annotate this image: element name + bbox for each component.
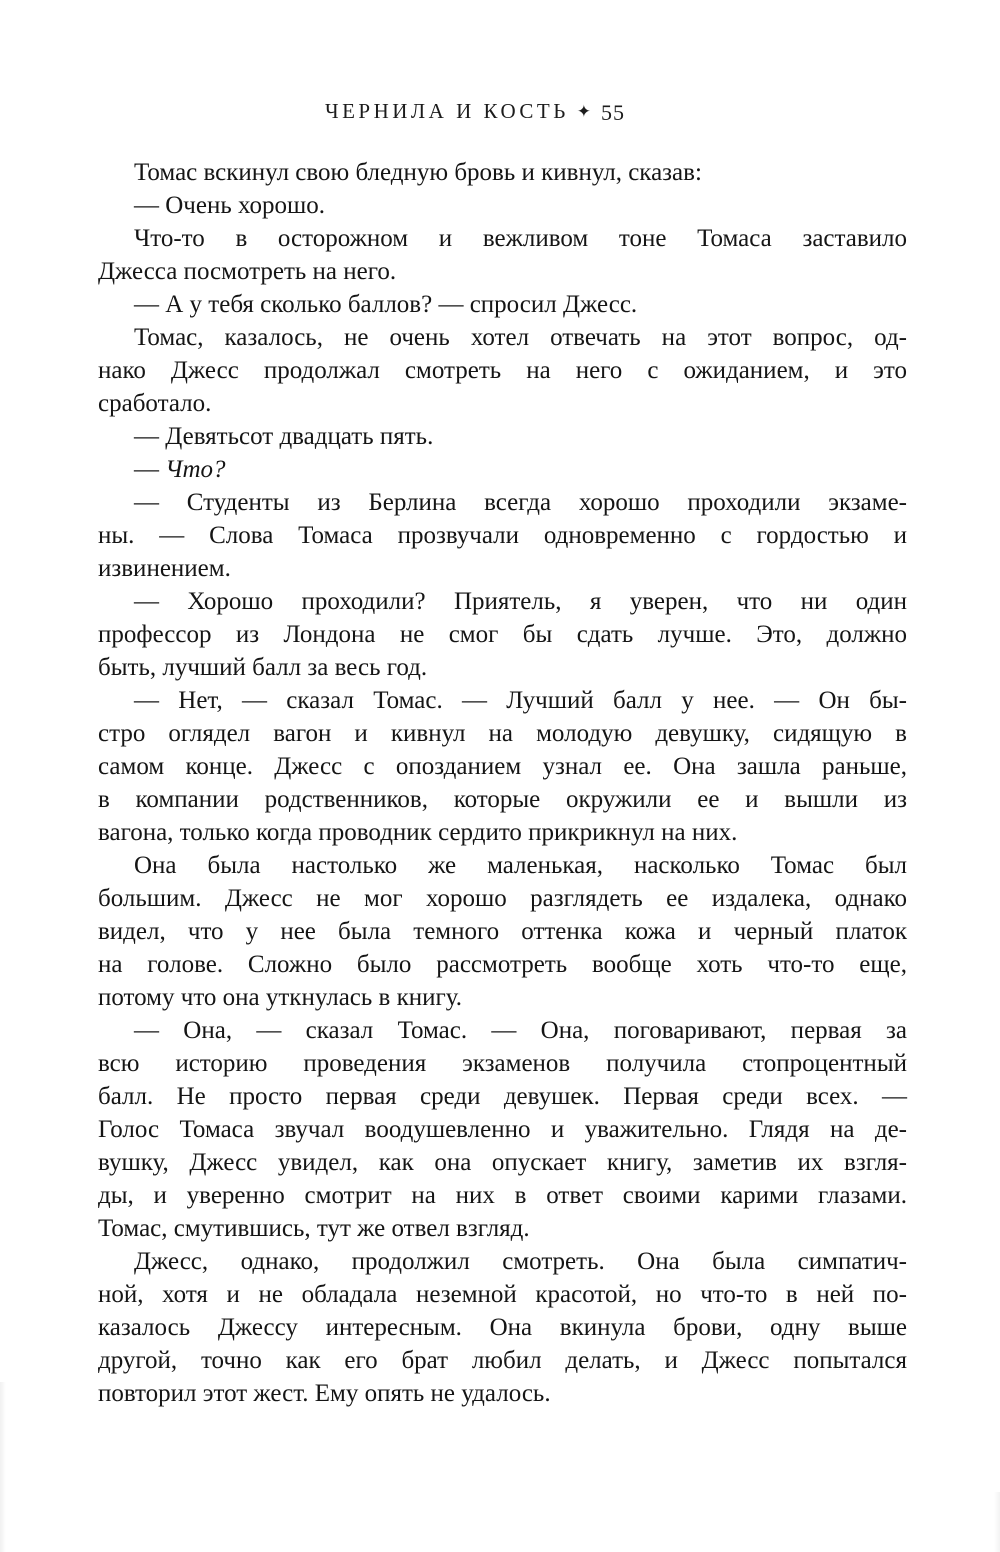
text-line: Томас, казалось, не очень хотел отвечать на этот вопрос, од-: [134, 324, 907, 351]
paragraph: [98, 1014, 907, 1245]
text-line: быть, лучший балл за весь год.: [98, 654, 428, 681]
paragraph: [98, 420, 907, 453]
paragraph: [98, 288, 907, 321]
text-line: ны. — Слова Томаса прозвучали одновременно с гордостью и: [98, 522, 907, 549]
text-line: — Нет, — сказал Томас. — Лучший балл у нее. — Он бы-: [134, 687, 907, 714]
dialogue-dash: —: [134, 456, 166, 483]
paragraph: [98, 849, 907, 1014]
text-line: профессор из Лондона не смог бы сдать лучше. Это, должно: [98, 621, 907, 648]
text-line: стро оглядел вагон и кивнул на молодую девушку, сидящую в: [98, 720, 907, 747]
scan-edge-shadow-right: [994, 1492, 1000, 1552]
text-line: всю историю проведения экзаменов получила стопроцентный: [98, 1050, 907, 1077]
diamond-separator-icon: ✦: [576, 102, 592, 121]
text-line: другой, точно как его брат любил делать, и Джесс попытался: [98, 1347, 907, 1374]
italic-text: Что?: [165, 456, 226, 483]
text-line: вушку, Джесс увидел, как она опускает книгу, заметив их взгля-: [98, 1149, 907, 1176]
paragraph: [98, 156, 907, 189]
text-line: Она была настолько же маленькая, насколько Томас был: [134, 852, 907, 879]
text-line: ды, и уверенно смотрит на них в ответ своими карими глазами.: [98, 1182, 907, 1209]
text-line: — Студенты из Берлина всегда хорошо проходили экзаме-: [134, 489, 907, 516]
text-line: [98, 453, 907, 486]
text-line: повторил этот жест. Ему опять не удалось.: [98, 1380, 551, 1407]
scan-edge-shadow-left: [0, 1382, 6, 1552]
paragraph: [98, 222, 907, 288]
text-line: большим. Джесс не мог хорошо разглядеть ее издалека, однако: [98, 885, 907, 912]
paragraph: [98, 189, 907, 222]
text-line: в компании родственников, которые окружили ее и вышли из: [98, 786, 907, 813]
text-line: Томас, смутившись, тут же отвел взгляд.: [98, 1215, 530, 1242]
text-block: [98, 156, 907, 1410]
running-header: [70, 98, 880, 124]
page-number: 55: [601, 100, 626, 125]
paragraph: [98, 684, 907, 849]
text-line: ной, хотя и не обладала неземной красотой, но что-то в ней по-: [98, 1281, 907, 1308]
text-line: Томас вскинул свою бледную бровь и кивнул, сказав:: [134, 159, 702, 186]
paragraph: [98, 1245, 907, 1410]
text-line: потому что она уткнулась в книгу.: [98, 984, 463, 1011]
paragraph: [98, 486, 907, 585]
text-line: сработало.: [98, 390, 212, 417]
text-line: — Очень хорошо.: [134, 192, 326, 219]
text-line: Джесс, однако, продолжил смотреть. Она была симпатич-: [134, 1248, 907, 1275]
text-line: — А у тебя сколько баллов? — спросил Джесс.: [134, 291, 638, 318]
text-line: самом конце. Джесс с опозданием узнал ее. Она зашла раньше,: [98, 753, 907, 780]
text-line: на голове. Сложно было рассмотреть вообще хоть что-то еще,: [98, 951, 907, 978]
text-line: — Хорошо проходили? Приятель, я уверен, что ни один: [134, 588, 907, 615]
paragraph: [98, 321, 907, 420]
text-line: — Она, — сказал Томас. — Она, поговаривают, первая за: [134, 1017, 907, 1044]
text-line: Джесса посмотреть на него.: [98, 258, 397, 285]
text-line: нако Джесс продолжал смотреть на него с ожиданием, и это: [98, 357, 907, 384]
text-line: извинением.: [98, 555, 231, 582]
text-line: видел, что у нее была темного оттенка кожа и черный платок: [98, 918, 907, 945]
text-line: вагона, только когда проводник сердито прикрикнул на них.: [98, 819, 738, 846]
text-line: Голос Томаса звучал воодушевленно и уважительно. Глядя на де-: [98, 1116, 907, 1143]
book-title: ЧЕРНИЛА И КОСТЬ: [324, 99, 569, 123]
paragraph: [98, 453, 907, 486]
text-line: балл. Не просто первая среди девушек. Первая среди всех. —: [98, 1083, 907, 1110]
paragraph: [98, 585, 907, 684]
text-line: — Девятьсот двадцать пять.: [134, 423, 434, 450]
text-line: казалось Джессу интересным. Она вкинула брови, одну выше: [98, 1314, 907, 1341]
text-line: Что-то в осторожном и вежливом тоне Томаса заставило: [134, 225, 907, 252]
